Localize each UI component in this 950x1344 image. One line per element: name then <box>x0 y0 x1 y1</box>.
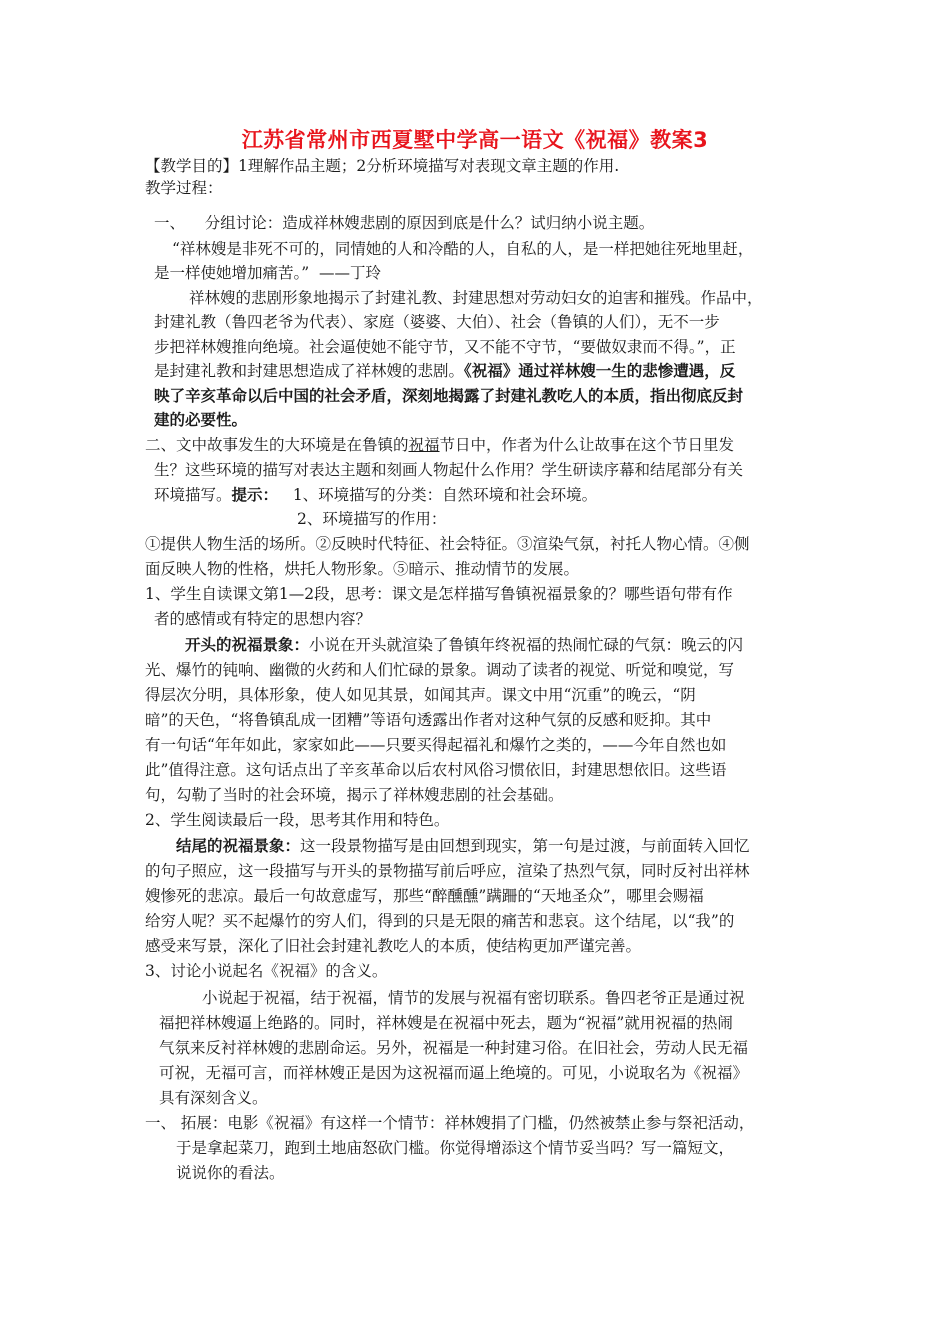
section-2-line: 面反映人物的性格，烘托人物形象。⑤暗示、推动情节的发展。 <box>145 560 580 578</box>
theme-bold-line: 建的必要性。 <box>154 410 248 429</box>
opening-scene-label: 开头的祝福景象： <box>185 635 310 654</box>
question-3-line: 3、讨论小说起名《祝福》的含义。 <box>145 962 388 980</box>
question-1-answer-line: 光、爆竹的钝响、幽微的火药和人们忙碌的景象。调动了读者的视觉、听觉和嗅觉，写 <box>145 661 735 679</box>
question-2-line: 2、学生阅读最后一段，思考其作用和特色。 <box>145 811 450 829</box>
section-2-line: ①提供人物生活的场所。②反映时代特征、社会特征。③渲染气氛，衬托人物心情。④侧 <box>145 535 750 553</box>
process-label: 教学过程： <box>145 179 223 197</box>
question-1-answer-line: 得层次分明，具体形象，使人如见其景，如闻其声。课文中用“沉重”的晚云，“阴 <box>145 686 696 704</box>
extension-line: 说说你的看法。 <box>176 1164 285 1182</box>
question-1-answer-line: 有一句话“年年如此，家家如此——只要买得起福礼和爆竹之类的，——今年自然也如 <box>145 736 727 754</box>
paragraph-line: 封建礼教（鲁四老爷为代表）、家庭（婆婆、大伯）、社会（鲁镇的人们），无不一步 <box>154 313 720 331</box>
question-1-answer-line <box>185 634 743 656</box>
question-2-answer-line <box>176 835 750 857</box>
quote-line: 是一样使她增加痛苦。” ——丁玲 <box>154 264 382 282</box>
question-3-answer-line: 可祝，无福可言，而祥林嫂正是因为这祝福而逼上绝境的。可见，小说取名为《祝福》 <box>159 1064 749 1082</box>
question-3-answer-line: 具有深刻含义。 <box>159 1089 268 1107</box>
question-3-answer-line: 福把祥林嫂逼上绝路的。同时，祥林嫂是在祝福中死去，题为“祝福”就用祝福的热闹 <box>159 1014 733 1032</box>
question-1-answer-line: 暗”的天色，“将鲁镇乱成一团糟”等语句透露出作者对这种气氛的反感和贬抑。其中 <box>145 711 712 729</box>
question-1-line: 者的感情或有特定的思想内容？ <box>154 610 372 628</box>
section-2-line: 生？这些环境的描写对表达主题和刻画人物起什么作用？学生研读序幕和结尾部分有关 <box>154 461 744 479</box>
theme-bold-text: 《祝福》通过祥林嫂一生的悲惨遭遇，反 <box>464 361 736 380</box>
section-1-heading: 一、 分组讨论：造成祥林嫂悲剧的原因到底是什么？试归纳小说主题。 <box>154 214 655 232</box>
question-2-answer-line: 感受来写景，深化了旧社会封建礼教吃人的本质，使结构更加严谨完善。 <box>145 937 642 955</box>
hint-label: 提示： <box>231 485 279 504</box>
answer-text: 小说在开头就渲染了鲁镇年终祝福的热闹忙碌的气氛：晚云的闪 <box>309 636 744 654</box>
question-3-answer-line: 小说起于祝福，结于祝福，情节的发展与祝福有密切联系。鲁四老爷正是通过祝 <box>202 989 745 1007</box>
teaching-goal <box>145 155 619 177</box>
paragraph-text: 是封建礼教和封建思想造成了祥林嫂的悲剧。 <box>154 362 465 380</box>
section-2-line <box>154 484 597 506</box>
question-1-answer-line: 此”值得注意。这句话点出了辛亥革命以后农村风俗习惯依旧，封建思想依旧。这些语 <box>145 761 727 779</box>
section-2-text: 1、环境描写的分类：自然环境和社会环境。 <box>292 486 598 504</box>
section-2-text: 节日中，作者为什么让故事在这个节日里发 <box>439 436 735 454</box>
extension-line: 一、 拓展：电影《祝福》有这样一个情节：祥林嫂捐了门槛，仍然被禁止参与祭祀活动， <box>145 1114 755 1132</box>
extension-line: 于是拿起菜刀，跑到土地庙怒砍门槛。你觉得增添这个情节妥当吗？写一篇短文， <box>176 1139 735 1157</box>
question-1-line: 1、学生自读课文第1—2段，思考：课文是怎样描写鲁镇祝福景象的？哪些语句带有作 <box>145 585 733 603</box>
document-title: 江苏省常州市西夏墅中学高一语文《祝福》教案3 <box>241 128 709 152</box>
goal-text: 1理解作品主题；2分析环境描写对表现文章主题的作用. <box>238 157 620 175</box>
quote-line: “祥林嫂是非死不可的，同情她的人和冷酷的人，自私的人，是一样把她往死地里赶， <box>172 240 754 258</box>
question-1-answer-line: 句，勾勒了当时的社会环境，揭示了祥林嫂悲剧的社会基础。 <box>145 786 564 804</box>
question-2-answer-line: 嫂惨死的悲凉。最后一句故意虚写，那些“醉醺醺”蹒跚的“天地圣众”，哪里会赐福 <box>145 887 704 905</box>
section-2-text: 环境描写。 <box>154 486 232 504</box>
section-2-line: 2、环境描写的作用： <box>297 510 447 528</box>
goal-label: 【教学目的】 <box>145 157 239 175</box>
underlined-word: 祝福 <box>408 436 440 454</box>
question-3-answer-line: 气氛来反衬祥林嫂的悲剧命运。另外，祝福是一种封建习俗。在旧社会，劳动人民无福 <box>159 1039 749 1057</box>
theme-bold-line: 映了辛亥革命以后中国的社会矛盾，深刻地揭露了封建礼教吃人的本质，指出彻底反封 <box>154 386 744 405</box>
question-2-answer-line: 给穷人呢？买不起爆竹的穷人们，得到的只是无限的痛苦和悲哀。这个结尾，以“我”的 <box>145 912 735 930</box>
paragraph-line: 步把祥林嫂推向绝境。社会逼使她不能守节，又不能不守节，“要做奴隶而不得。”，正 <box>154 338 736 356</box>
paragraph-line <box>154 360 735 382</box>
paragraph-line: 祥林嫂的悲剧形象地揭示了封建礼教、封建思想对劳动妇女的迫害和摧残。作品中， <box>189 289 763 307</box>
ending-scene-label: 结尾的祝福景象： <box>176 836 301 855</box>
answer-text: 这一段景物描写是由回想到现实，第一句是过渡，与前面转入回忆 <box>300 837 750 855</box>
section-2-line <box>145 434 734 456</box>
question-2-answer-line: 的句子照应，这一段描写与开头的景物描写前后呼应，渲染了热烈气氛，同时反衬出祥林 <box>145 862 750 880</box>
section-2-text: 二、文中故事发生的大环境是在鲁镇的 <box>145 436 409 454</box>
